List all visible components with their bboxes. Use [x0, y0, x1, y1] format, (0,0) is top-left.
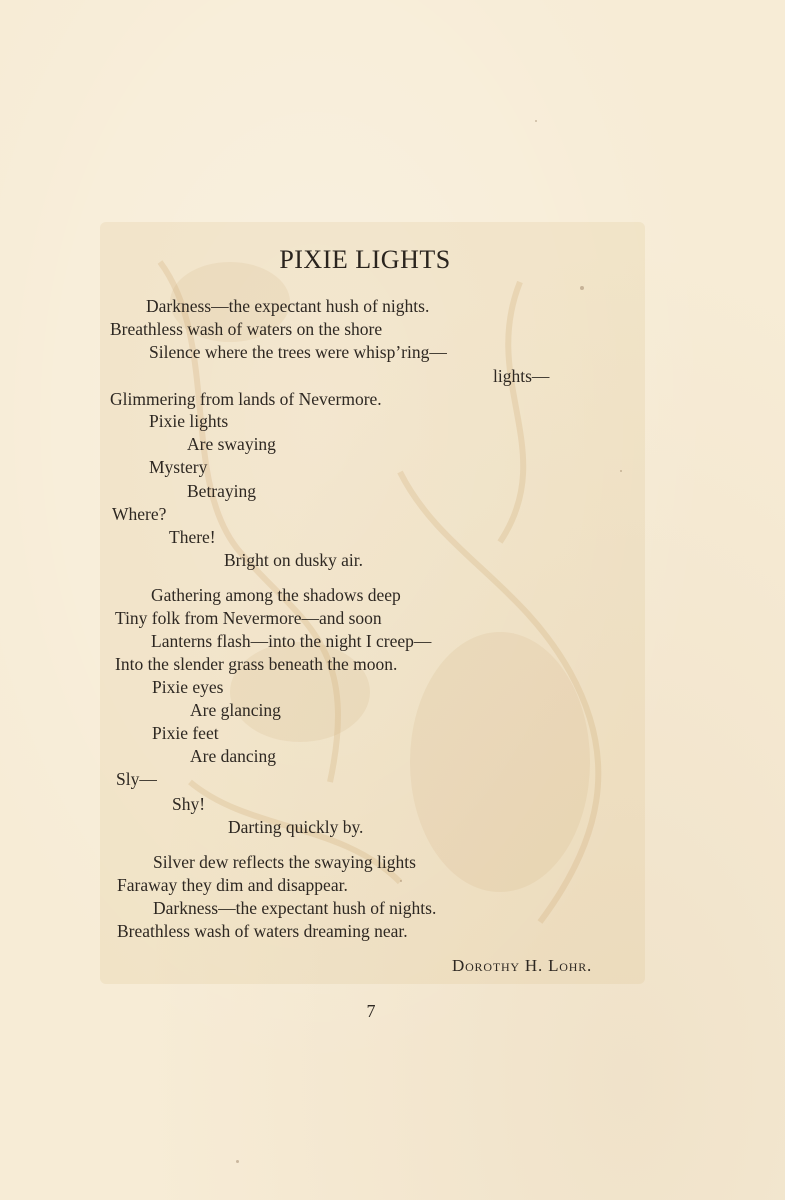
poem-line: Are swaying: [187, 434, 276, 454]
poem-line: Pixie eyes: [152, 677, 224, 697]
paper-speck: [580, 286, 584, 290]
poem-line: Breathless wash of waters on the shore: [110, 319, 383, 339]
poem-line: Breathless wash of waters dreaming near.: [117, 921, 408, 941]
poem-line: Where?: [112, 504, 167, 524]
poem-line: Betraying: [187, 481, 257, 501]
paper-speck: [535, 120, 537, 122]
paper-speck: [400, 880, 402, 882]
poem-line: Pixie feet: [152, 723, 219, 743]
poem-line: Into the slender grass beneath the moon.: [115, 654, 398, 674]
poem-line: Mystery: [149, 457, 208, 477]
poem-author: Dorothy H. Lohr.: [452, 956, 593, 975]
poem-line: Lanterns flash—into the night I creep—: [151, 631, 432, 651]
poem-title: PIXIE LIGHTS: [279, 245, 451, 274]
poem-line: Glimmering from lands of Nevermore.: [110, 389, 382, 409]
poem-line: Darting quickly by.: [228, 817, 364, 837]
poem-line: Pixie lights: [149, 411, 229, 431]
poem-line: Silver dew reflects the swaying lights: [153, 852, 416, 872]
poem-line: Tiny folk from Nevermore—and soon: [115, 608, 382, 628]
poem-line: Shy!: [172, 794, 206, 814]
poem-line: lights—: [493, 366, 550, 386]
poem-line: Darkness—the expectant hush of nights.: [146, 296, 430, 316]
paper-speck: [620, 470, 622, 472]
poem-line: Bright on dusky air.: [224, 550, 364, 570]
poem-line: Faraway they dim and disappear.: [117, 875, 348, 895]
page-number: 7: [366, 1001, 376, 1021]
poem-line: Silence where the trees were whisp’ring—: [149, 342, 447, 362]
poem-line: Sly—: [116, 769, 157, 789]
poem-line: Darkness—the expectant hush of nights.: [153, 898, 437, 918]
poem-line: Are dancing: [190, 746, 277, 766]
poem-line: Gathering among the shadows deep: [151, 585, 401, 605]
poem-line: There!: [169, 527, 216, 547]
paper-speck: [236, 1160, 239, 1163]
poem-line: Are glancing: [190, 700, 281, 720]
